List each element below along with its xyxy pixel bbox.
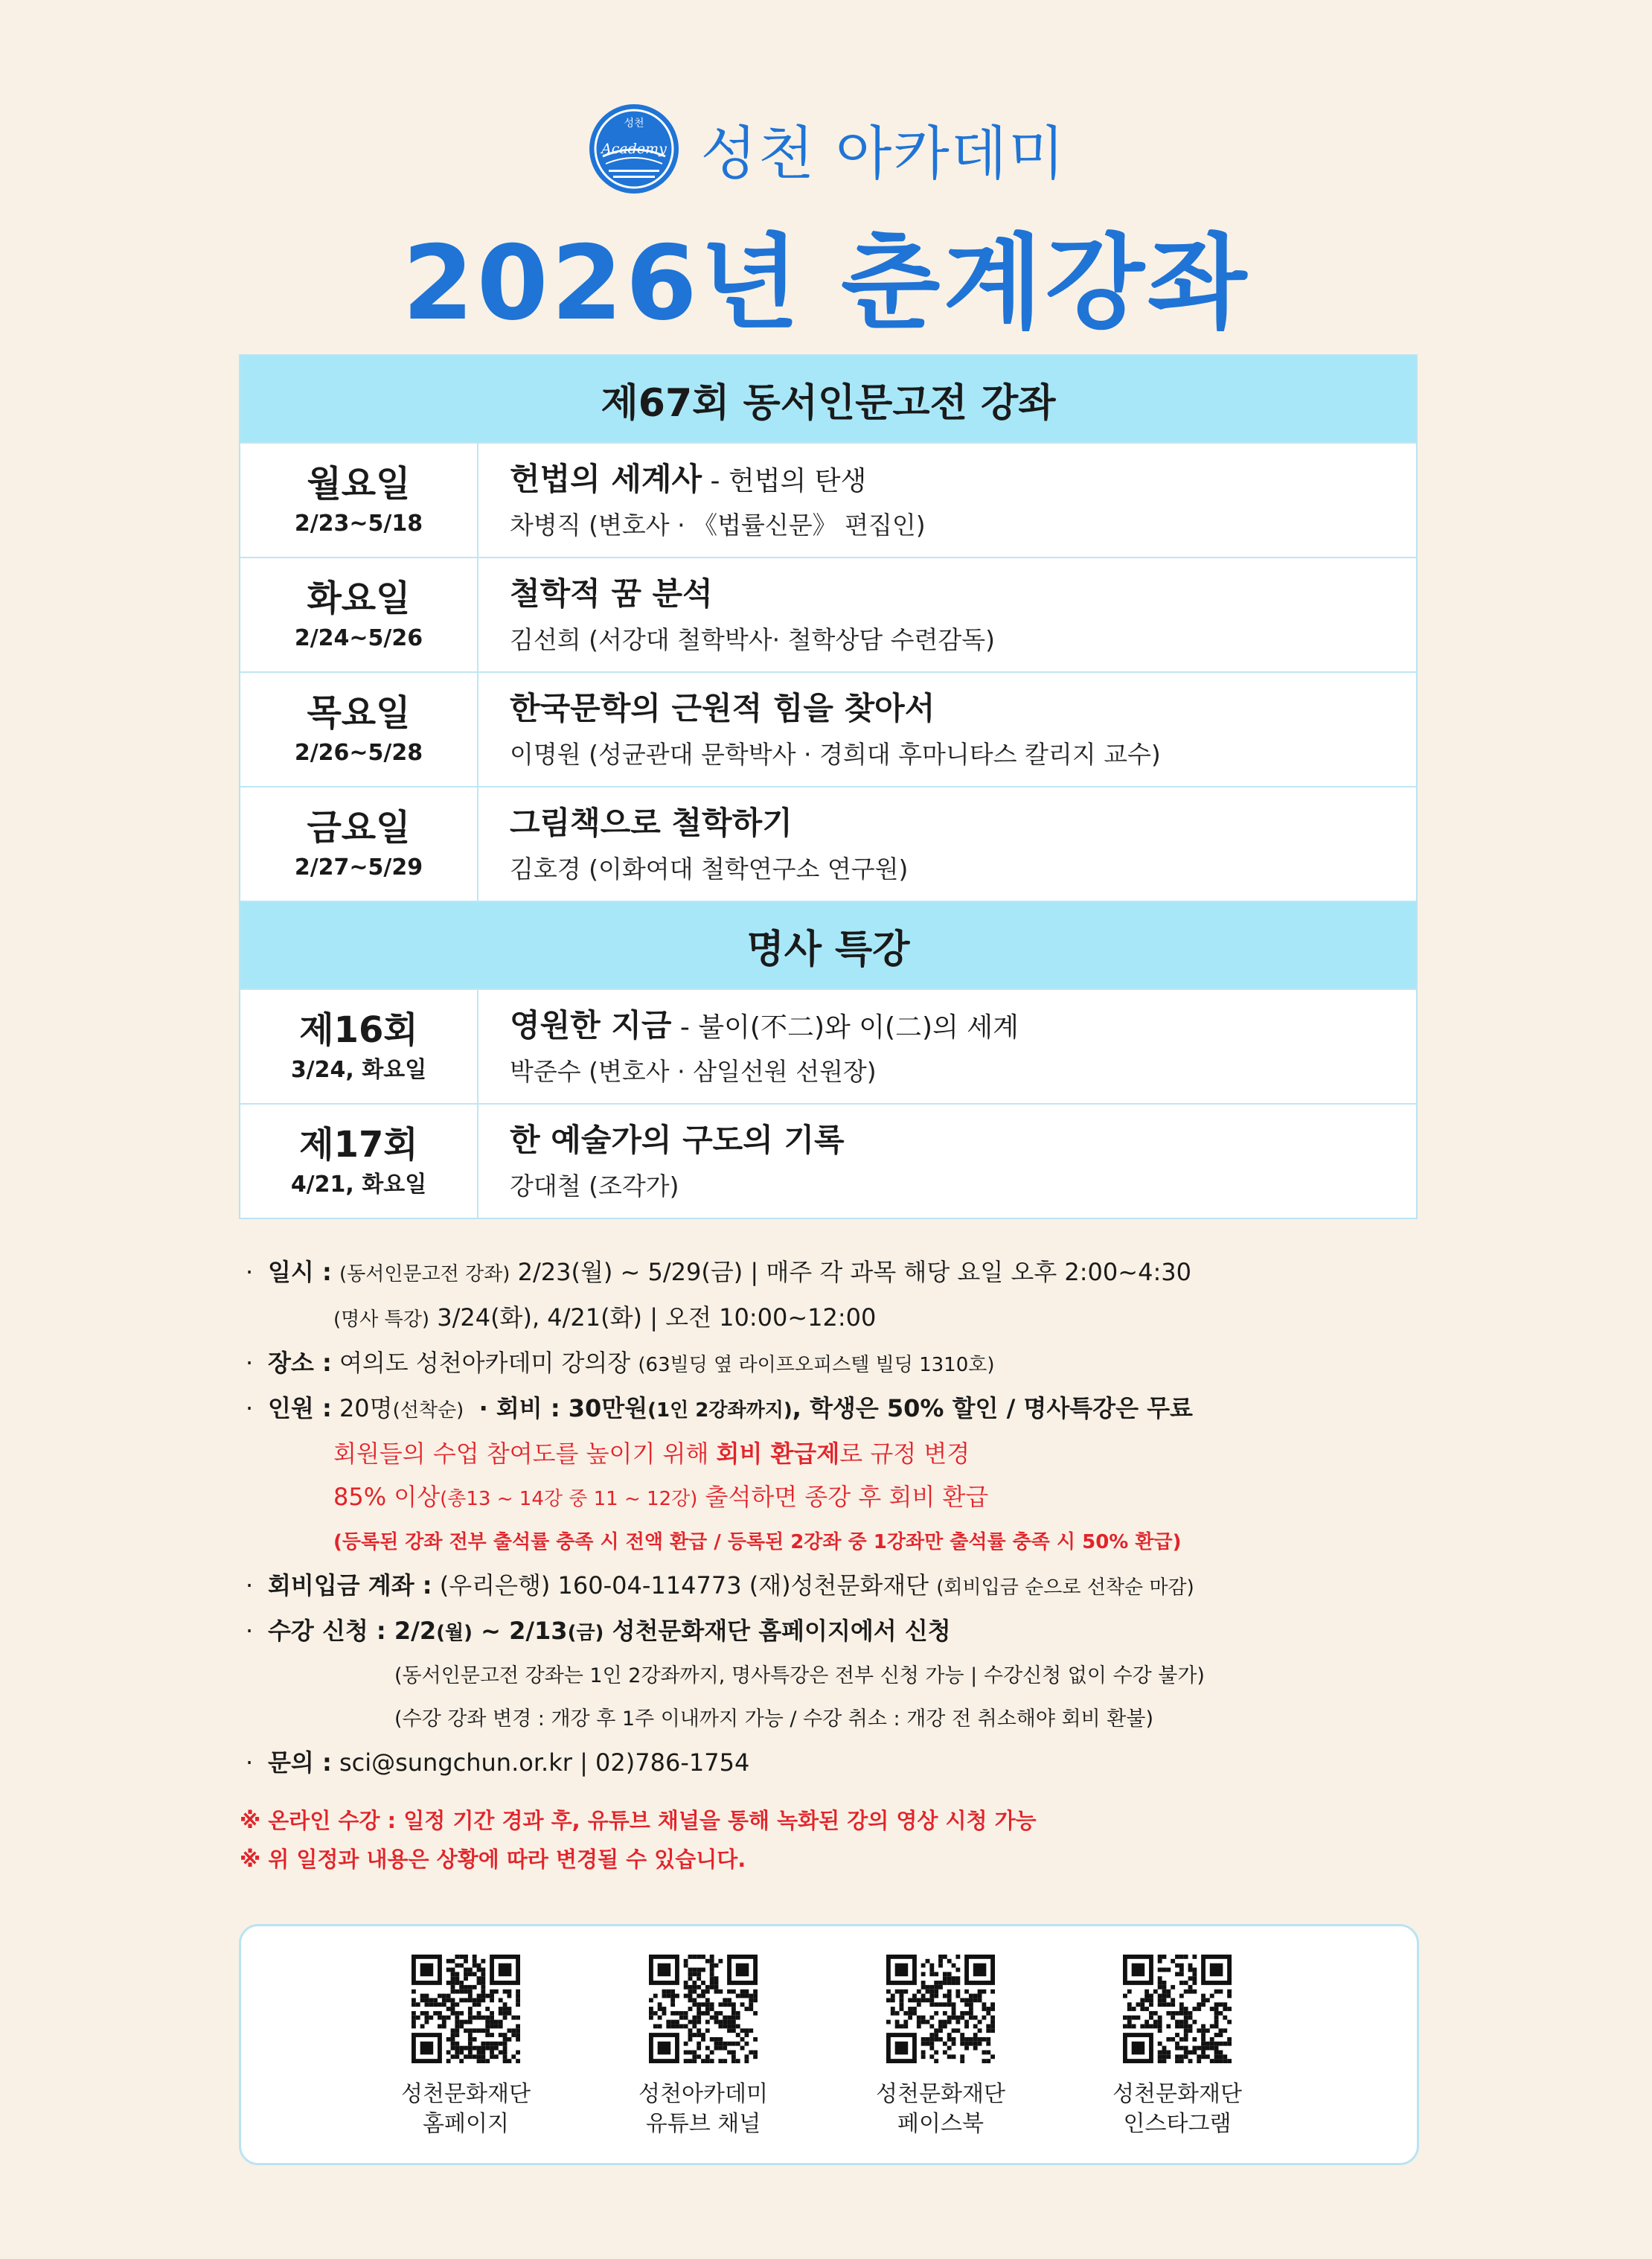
refund-condition-note: (총13 ~ 14강 중 11 ~ 12강) — [440, 1488, 698, 1510]
special-title — [510, 1116, 1416, 1166]
date-line-special — [246, 1296, 1436, 1341]
special-date: 3/24, 화요일 — [290, 1057, 427, 1083]
special-subtitle: - 불이(不二)와 이(二)의 세계 — [671, 1012, 1019, 1043]
fee-note: (1인 2강좌까지) — [647, 1399, 793, 1422]
capacity-note: (선착순) — [392, 1399, 464, 1422]
course-lecturer: 김선희 (서강대 철학박사· 철학상담 수련감독) — [510, 624, 996, 654]
special-session-cell — [240, 990, 478, 1103]
qr-youtube[interactable] — [606, 1955, 800, 2139]
qr-code-icon[interactable] — [886, 1955, 995, 2063]
fee-label: · 회비 : 30만원 — [478, 1394, 648, 1422]
course-day: 월요일 — [307, 463, 411, 505]
course-title — [510, 456, 1416, 505]
account-value: (우리은행) 160-04-114773 (재)성천문화재단 — [432, 1571, 937, 1600]
qr-code-icon[interactable] — [412, 1955, 520, 2063]
apply-day-start: (월) — [436, 1622, 473, 1644]
contact-line — [246, 1741, 1436, 1784]
refund-policy-line — [246, 1432, 1436, 1475]
logo-mid-text: Academy — [601, 141, 667, 157]
course-day: 목요일 — [307, 692, 411, 734]
date-special-label: (명사 특강) — [333, 1309, 430, 1331]
special-title-text: 영원한 지금 — [510, 1006, 672, 1044]
course-dates: 2/27~5/29 — [294, 854, 423, 881]
qr-code-icon[interactable] — [1123, 1955, 1232, 2063]
special-row — [240, 988, 1416, 1103]
course-info-cell — [478, 558, 1416, 671]
date-classics-value: 2/23(월) ~ 5/29(금) | 매주 각 과목 해당 요일 오후 2:00~4:30 — [510, 1258, 1191, 1286]
course-dates: 2/23~5/18 — [294, 511, 423, 537]
apply-mid: ~ 2/13 — [472, 1617, 568, 1645]
course-day: 금요일 — [307, 807, 411, 849]
notes — [240, 1801, 1037, 1879]
qr-label-line2: 유튜브 채널 — [645, 2111, 761, 2137]
special-title-text: 한 예술가의 구도의 기록 — [510, 1121, 845, 1158]
date-line — [246, 1250, 1436, 1296]
qr-instagram[interactable] — [1080, 1955, 1274, 2139]
qr-facebook[interactable] — [844, 1955, 1037, 2139]
course-title — [510, 685, 1416, 735]
contact-label: 문의 : — [268, 1748, 332, 1777]
bullet: · — [246, 1617, 254, 1645]
qr-code-icon[interactable] — [649, 1955, 758, 2063]
header — [0, 104, 1652, 194]
contact-value: sci@sungchun.or.kr | 02)786-1754 — [331, 1748, 750, 1777]
apply-note-1: (동서인문고전 강좌는 1인 2강좌까지, 명사특강은 전부 신청 가능 | 수강신청 없이 수강 불가) — [394, 1664, 1205, 1687]
special-session-cell — [240, 1105, 478, 1218]
special-row — [240, 1103, 1416, 1218]
page-title: 2026년 춘계강좌 — [402, 223, 1250, 343]
course-title — [510, 570, 1416, 620]
place-line — [246, 1341, 1436, 1387]
course-row — [240, 557, 1416, 671]
qr-label-line1: 성천문화재단 — [1112, 2081, 1242, 2107]
course-lecturer: 이명원 (성균관대 문학박사 · 경희대 후마니타스 칼리지 교수) — [510, 739, 1161, 769]
apply-where: 성천문화재단 홈페이지에서 신청 — [604, 1617, 951, 1645]
course-title-text: 헌법의 세계사 — [510, 460, 702, 497]
account-label: 회비입금 계좌 : — [268, 1571, 432, 1600]
special-date: 4/21, 화요일 — [290, 1172, 427, 1198]
refund-condition-b: 출석하면 종강 후 회비 환급 — [697, 1483, 989, 1511]
special-session: 제16회 — [299, 1009, 418, 1051]
place-value: 여의도 성천아카데미 강의장 — [331, 1349, 638, 1377]
note-change: ※ 위 일정과 내용은 상황에 따라 변경될 수 있습니다. — [240, 1847, 746, 1872]
bullet: · — [246, 1394, 254, 1422]
qr-label-line2: 인스타그램 — [1123, 2111, 1232, 2137]
refund-text-c: 로 규정 변경 — [839, 1440, 970, 1468]
course-day-cell — [240, 558, 478, 671]
apply-label: 수강 신청 : 2/2 — [268, 1617, 437, 1645]
apply-line — [246, 1609, 1436, 1655]
account-line — [246, 1564, 1436, 1609]
course-lecturer: 김호경 (이화여대 철학연구소 연구원) — [510, 854, 909, 884]
course-day-cell — [240, 444, 478, 557]
course-dates: 2/24~5/26 — [294, 625, 423, 651]
special-info-cell — [478, 1105, 1416, 1218]
special-heading: 명사 특강 — [240, 901, 1416, 988]
bullet: · — [246, 1571, 254, 1600]
refund-text-a: 회원들의 수업 참여도를 높이기 위해 — [333, 1440, 717, 1468]
special-session: 제17회 — [299, 1124, 418, 1166]
capacity-line — [246, 1387, 1436, 1432]
logo-top-text: 성천 — [624, 118, 644, 130]
special-lecturer: 박준수 (변호사 · 삼일선원 선원장) — [510, 1056, 877, 1086]
course-dates: 2/26~5/28 — [294, 740, 423, 766]
qr-label-line1: 성천문화재단 — [876, 2081, 1005, 2107]
bullet: · — [246, 1748, 254, 1777]
course-subtitle: - 헌법의 탄생 — [702, 465, 867, 496]
refund-condition-line — [246, 1475, 1436, 1521]
special-info-cell — [478, 990, 1416, 1103]
course-lecturer: 차병직 (변호사 · 《법률신문》 편집인) — [510, 510, 926, 540]
qr-label — [606, 2080, 800, 2139]
course-row — [240, 671, 1416, 786]
course-info-cell — [478, 673, 1416, 786]
details-section — [246, 1250, 1436, 1784]
qr-label — [1080, 2080, 1274, 2139]
capacity-label: 인원 : — [268, 1394, 332, 1422]
note-online: ※ 온라인 수강 : 일정 기간 경과 후, 유튜브 채널을 통해 녹화된 강의 영상 시청 가능 — [240, 1808, 1037, 1833]
qr-label — [844, 2080, 1037, 2139]
course-title-text: 그림책으로 철학하기 — [510, 804, 793, 841]
qr-label-line2: 페이스북 — [897, 2111, 984, 2137]
course-row — [240, 786, 1416, 901]
place-label: 장소 : — [268, 1349, 332, 1377]
date-label: 일시 : — [268, 1258, 332, 1286]
special-title — [510, 1002, 1416, 1052]
refund-condition-a: 85% 이상 — [333, 1483, 441, 1511]
academy-logo-icon — [586, 101, 682, 196]
course-row — [240, 442, 1416, 557]
capacity-value: 20명 — [331, 1394, 393, 1422]
refund-text-b: 회비 환급제 — [716, 1440, 840, 1468]
course-day-cell — [240, 673, 478, 786]
course-info-cell — [478, 787, 1416, 901]
course-title — [510, 799, 1416, 849]
course-title-text: 철학적 꿈 분석 — [510, 575, 713, 612]
apply-day-end: (금) — [567, 1622, 604, 1644]
place-detail: (63빌딩 옆 라이프오피스텔 빌딩 1310호) — [638, 1354, 995, 1376]
course-title-text: 한국문학의 근원적 힘을 찾아서 — [510, 689, 935, 726]
special-lecturer: 강대철 (조각가) — [510, 1171, 679, 1201]
bullet: · — [246, 1258, 254, 1286]
qr-label-line1: 성천문화재단 — [401, 2081, 531, 2107]
refund-detail-line: (등록된 강좌 전부 출석률 충족 시 전액 환급 / 등록된 2강좌 중 1강좌만 출석률 충족 시 50% 환급) — [333, 1531, 1182, 1553]
fee-discount: , 학생은 50% 할인 / 명사특강은 무료 — [792, 1394, 1193, 1422]
qr-homepage[interactable] — [369, 1955, 563, 2139]
course-info-cell — [478, 444, 1416, 557]
course-day-cell — [240, 787, 478, 901]
qr-label-line1: 성천아카데미 — [638, 2081, 768, 2107]
bullet: · — [246, 1349, 254, 1377]
account-note: (회비입금 순으로 선착순 마감) — [936, 1576, 1194, 1599]
date-special-value: 3/24(화), 4/21(화) | 오전 10:00~12:00 — [429, 1303, 877, 1332]
date-classics-label: (동서인문고전 강좌) — [339, 1263, 510, 1285]
qr-label-line2: 홈페이지 — [423, 2111, 509, 2137]
apply-note-2: (수강 강좌 변경 : 개강 후 1주 이내까지 가능 / 수강 취소 : 개강 전 취소해야 회비 환불) — [394, 1707, 1153, 1731]
qr-label — [369, 2080, 563, 2139]
qr-links-box — [239, 1924, 1419, 2165]
academy-name: 성천 아카데미 — [700, 121, 1066, 188]
classics-heading: 제67회 동서인문고전 강좌 — [240, 356, 1416, 442]
course-day: 화요일 — [307, 578, 411, 619]
schedule-table — [239, 354, 1418, 1219]
